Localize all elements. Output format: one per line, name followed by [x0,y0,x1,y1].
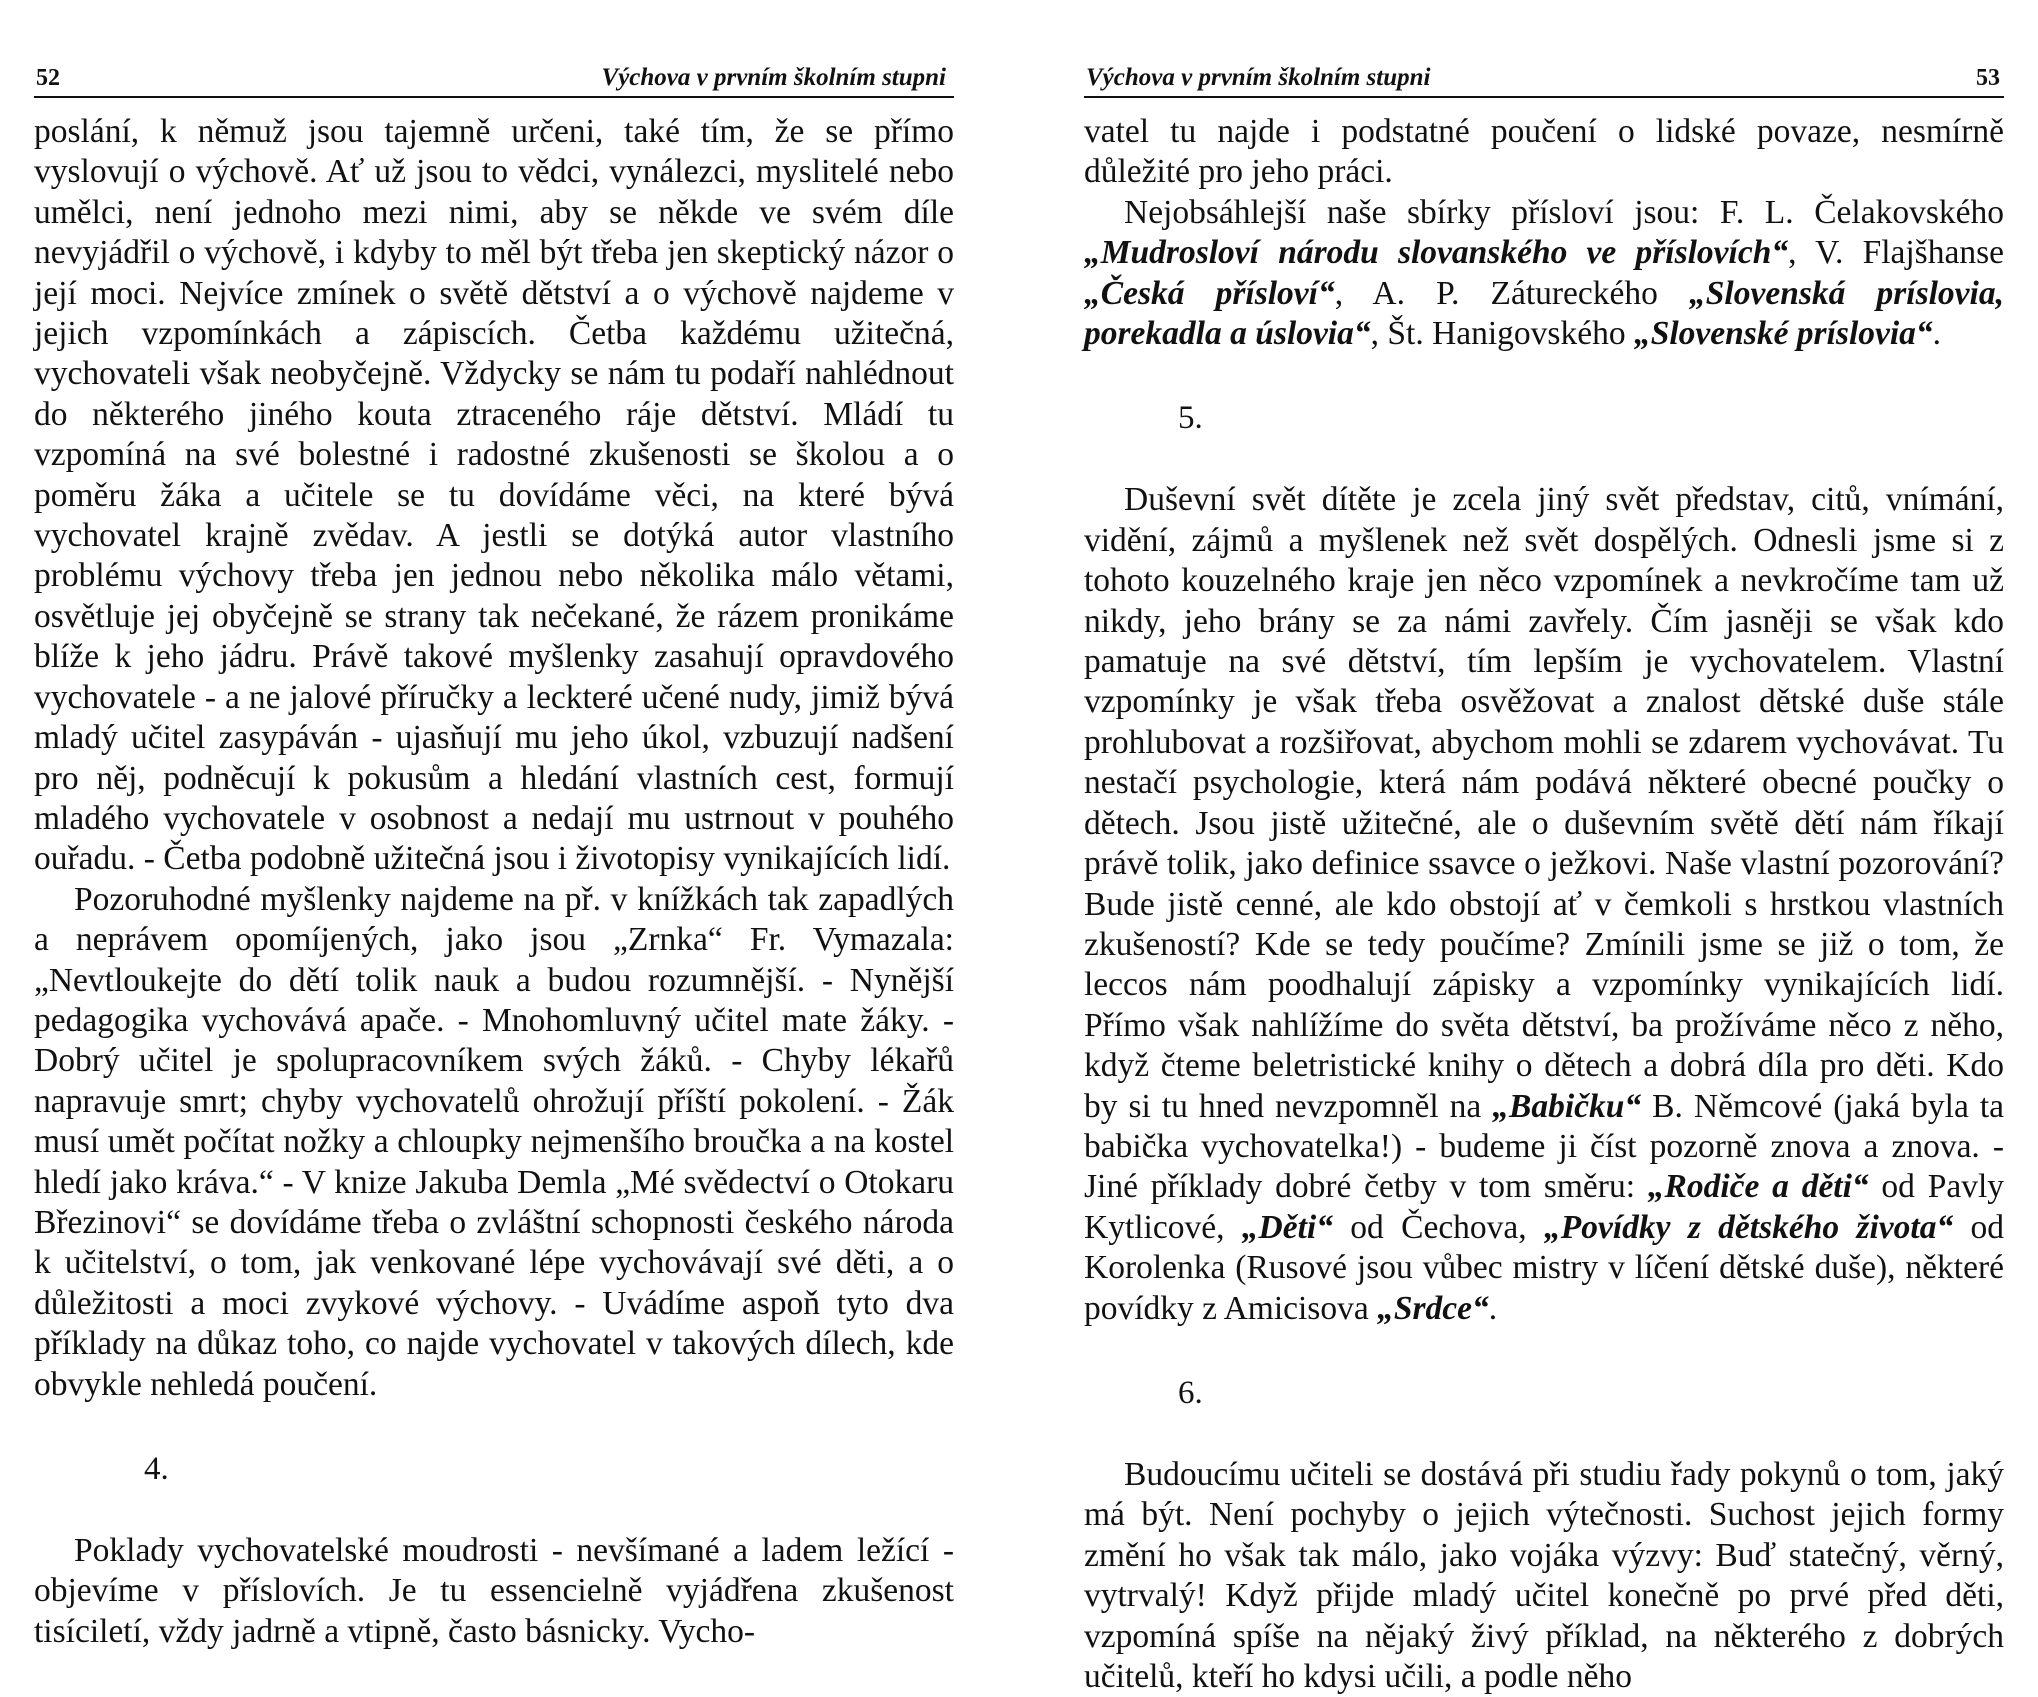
text-run: B. Němcové (jaká byla ta babička vychovatelka!) - budeme ji číst pozorně znova a znova. - Jiné příklady dobré četby v tom směru: [1084,1087,2004,1206]
text-run: od Pavly Kytlicové, [1084,1168,2004,1246]
text-run: , A. P. Zátureckého [1334,274,1690,312]
text-run: . [1932,315,1942,353]
section-number: 5. [1178,400,1203,437]
page-number: 52 [36,65,60,91]
paragraph [1084,480,2004,1329]
book-title: „Slovenské príslovia“ [1633,315,1933,353]
paragraph: Budoucímu učiteli se dostává při studiu řady pokynů o tom, jaký má být. Není pochyby o jejich výtečnosti. Suchost jejich formy změní ho však tak málo, jako vojáka výzvy: Buď statečný, věrný, vytrvalý! Když přijde mladý učitel konečně po prvé před děti, vzpomíná spíše na nějaký živý příklad, na některého z dobrých učitelů, kteří ho kdysi učili, a podle něho [1084,1455,2004,1695]
page-number: 53 [1976,65,2000,91]
text-run: od Korolenka (Rusové jsou vůbec mistry v líčení dětské duše), některé povídky z Amicisova [1084,1208,2005,1327]
right-page-header [1084,60,2004,98]
book-title: „Srdce“ [1377,1289,1489,1327]
book-title: „Rodiče a děti“ [1647,1168,1869,1206]
left-page-body [34,98,954,1652]
paragraph: poslání, k němuž jsou tajemně určeni, také tím, že se přímo vyslovují o výchově. Ať už jsou to vědci, vynálezci, myslitelé nebo umělci, není jednoho mezi nimi, aby se někde ve svém díle nevyjádřil o výchově, i kdyby to měl být třeba jen skeptický názor o její moci. Nejvíce zmínek o světě dětství a o výchově najdeme v jejich vzpomínkách a zápiscích. Četba každému užitečná, vychovateli však neobyčejně. Vždycky se nám tu podaří nahlédnout do některého jiného kouta ztraceného ráje dětství. Mládí tu vzpomíná na své bolestné i radostné zkušenosti se školou a o poměru žáka a učitele se tu dovídáme věci, na které bývá vychovatel krajně zvědav. A jestli se dotýká autor vlastního problému výchovy třeba jen jednou nebo několika málo větami, osvětluje jej obyčejně se strany tak nečekané, že rázem pronikáme blíže k jeho jádru. Právě takové myšlenky zasahují opravdového vychovatele - a ne jalové příručky a leckteré učené nudy, jimiž bývá mladý učitel zasypáván - ujasňují mu jeho úkol, vzbuzují nadšení pro něj, podněcují k pokusům a hledání vlastních cest, formují mladého vychovatele v osobnost a nedají mu ustrnout v pouhého ouřadu. - Četba podobně užitečná jsou i životopisy vynikajících lidí. [34,113,954,878]
text-run: Nejobsáhlejší naše sbírky přísloví jsou: F. L. Čelakovského [1124,193,2004,231]
right-page-body [1084,98,2004,1697]
running-head: Výchova v prvním školním stupni [601,64,946,91]
book-title: „Děti“ [1241,1208,1333,1246]
left-page-header [34,60,954,98]
section-number: 6. [1178,1374,1203,1411]
book-title: „Slovenská príslovia, porekadla a úslovia“ [1084,274,2004,353]
book-title: „Česká přísloví“ [1084,274,1335,312]
text-run: . [1488,1289,1498,1327]
right-page [1084,60,2004,1697]
text-run: Duševní svět dítěte je zcela jiný svět představ, citů, vnímání, vidění, zájmů a myšlenek než svět dospělých. Odnesli jsme si z tohoto kouzelného kraje jen něco vzpomínek a nevkročíme tam už nikdy, jeho brány se za námi zavřely. Čím jasněji se však kdo pamatuje na své dětství, tím lepším je vychovatelem. Vlastní vzpomínky je však třeba osvěžovat a znalost dětské duše stále prohlubovat a rozšiřovat, abychom mohli se zdarem vychovávat. Tu nestačí psychologie, která nám podává některé obecné poučky o dětech. Jsou jistě užitečné, ale o duševním světě dětí nám říkají právě tolik, jako definice ssavce o ježkovi. Naše vlastní pozorování? Bude jistě cenné, ale kdo obstojí ať v čemkoli s hrstkou vlastních zkušeností? Kde se tedy poučíme? Zmínili jsme se již o tom, že leccos nám poodhalují zápisky a vzpomínky vynikajících lidí. Přímo však nahlížíme do světa dětství, ba prožíváme něco z něho, když čteme beletristické knihy o dětech a dobrá díla pro děti. Kdo by si tu hned nevzpomněl na [1084,481,2004,1125]
book-title: „Povídky z dětského života“ [1544,1208,1954,1246]
text-run: , V. Flajšhanse [1788,234,2004,272]
paragraph [1084,193,2004,355]
paragraph: Poklady vychovatelské moudrosti - nevšímané a ladem ležící - objevíme v příslovích. Je tu essencielně vyjádřena zkušenost tisíciletí, vždy jadrně a vtipně, často básnicky. Vycho- [34,1532,954,1650]
left-page [34,60,954,1652]
running-head: Výchova v prvním školním stupni [1086,64,1431,91]
book-title: „Babičku“ [1492,1087,1642,1125]
book-title: „Mudrosloví národu slovanského ve příslovích“ [1084,234,1789,272]
text-run: od Čechova, [1332,1208,1544,1246]
text-run: , Št. Hanigovského [1370,315,1634,353]
section-number: 4. [144,1451,169,1487]
paragraph: Pozoruhodné myšlenky najdeme na př. v knížkách tak zapadlých a neprávem opomíjených, jako jsou „Zrnka“ Fr. Vymazala: „Nevtloukejte do dětí tolik nauk a budou rozumnější. - Nynější pedagogika vychovává apače. - Mnohomluvný učitel mate žáky. - Dobrý učitel je spolupracovníkem svých žáků. - Chyby lékařů napravuje smrt; chyby vychovatelů ohrožují příští pokolení. - Žák musí umět počítat nožky a chloupky nejmenšího broučka a na kostel hledí jako kráva.“ - V knize Jakuba Demla „Mé svědectví o Otokaru Březinovi“ se dovídáme třeba o zvláštní schopnosti českého národa k učitelství, o tom, jak venkované lépe vychovávají své děti, a o důležitosti a moci zvykové výchovy. - Uvádíme aspoň tyto dva příklady na důkaz toho, co najde vychovatel v takových dílech, kde obvykle nehledá poučení. [34,880,954,1403]
paragraph: vatel tu najde i podstatné poučení o lidské povaze, nesmírně důležité pro jeho práci. [1084,113,2004,191]
